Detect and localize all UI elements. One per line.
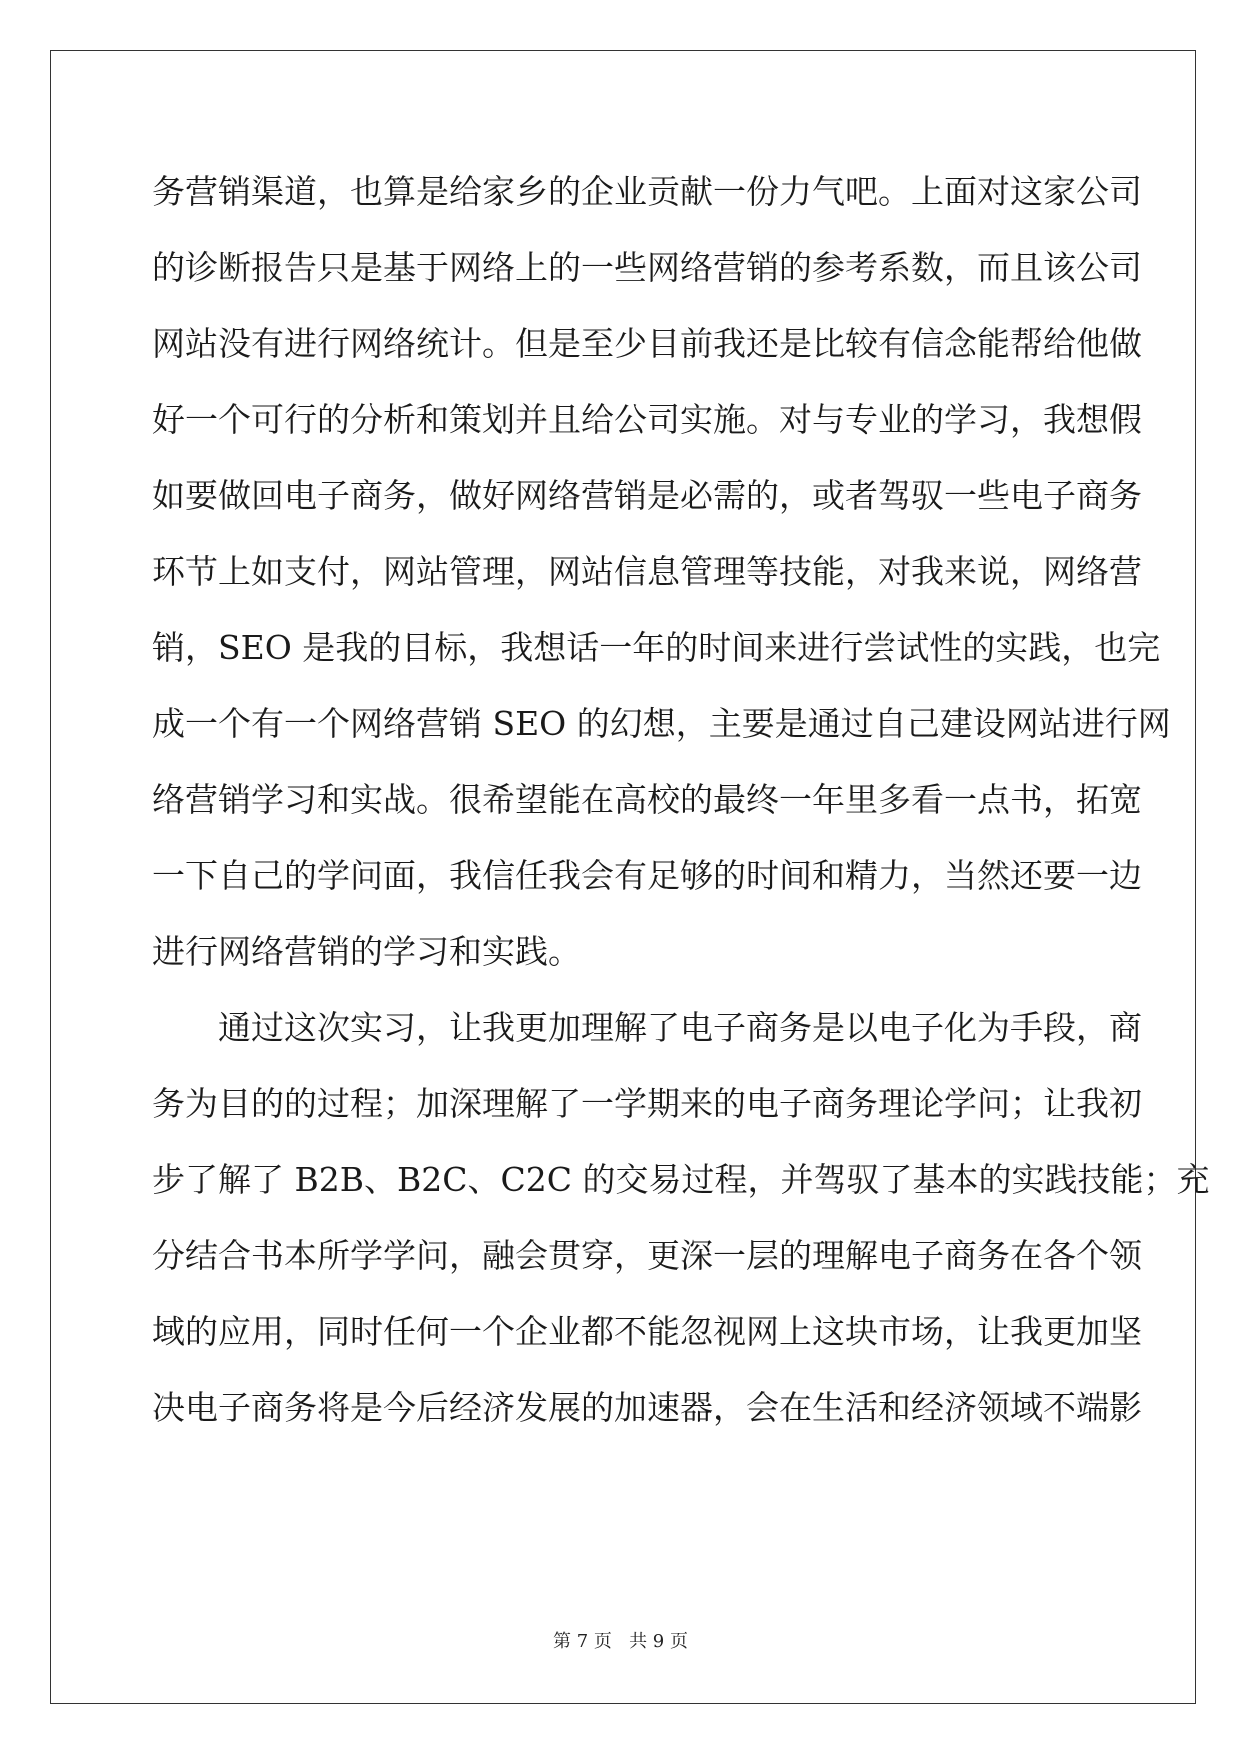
body-line: 一下自己的学问面，我信任我会有足够的时间和精力，当然还要一边 <box>152 856 1142 895</box>
body-line: 的诊断报告只是基于网络上的一些网络营销的参考系数，而且该公司 <box>152 248 1142 287</box>
body-line: 络营销学习和实战。很希望能在高校的最终一年里多看一点书，拓宽 <box>152 780 1142 819</box>
body-line: 步了解了 B2B、B2C、C2C 的交易过程，并驾驭了基本的实践技能；充 <box>152 1160 1210 1199</box>
page-total: 共 9 页 <box>629 1631 688 1652</box>
body-line: 域的应用，同时任何一个企业都不能忽视网上这块市场，让我更加坚 <box>152 1312 1142 1351</box>
page-footer <box>0 1630 1241 1654</box>
body-line: 网站没有进行网络统计。但是至少目前我还是比较有信念能帮给他做 <box>152 324 1142 363</box>
body-line: 分结合书本所学学问，融会贯穿，更深一层的理解电子商务在各个领 <box>152 1236 1142 1275</box>
body-line: 进行网络营销的学习和实践。 <box>152 932 581 971</box>
body-line: 环节上如支付，网站管理，网站信息管理等技能，对我来说，网络营 <box>152 552 1142 591</box>
page-number: 第 7 页 <box>553 1631 612 1652</box>
body-line: 通过这次实习，让我更加理解了电子商务是以电子化为手段，商 <box>152 1008 1142 1047</box>
body-line: 好一个可行的分析和策划并且给公司实施。对与专业的学习，我想假 <box>152 400 1142 439</box>
body-line: 销，SEO 是我的目标，我想话一年的时间来进行尝试性的实践，也完 <box>152 628 1161 667</box>
footer-gap <box>612 1631 629 1652</box>
body-line: 如要做回电子商务，做好网络营销是必需的，或者驾驭一些电子商务 <box>152 476 1142 515</box>
body-line: 决电子商务将是今后经济发展的加速器，会在生活和经济领域不端影 <box>152 1388 1142 1427</box>
body-line: 成一个有一个网络营销 SEO 的幻想，主要是通过自己建设网站进行网 <box>152 704 1171 743</box>
body-line: 务为目的的过程；加深理解了一学期来的电子商务理论学问；让我初 <box>152 1084 1142 1123</box>
body-line: 务营销渠道，也算是给家乡的企业贡献一份力气吧。上面对这家公司 <box>152 172 1142 211</box>
